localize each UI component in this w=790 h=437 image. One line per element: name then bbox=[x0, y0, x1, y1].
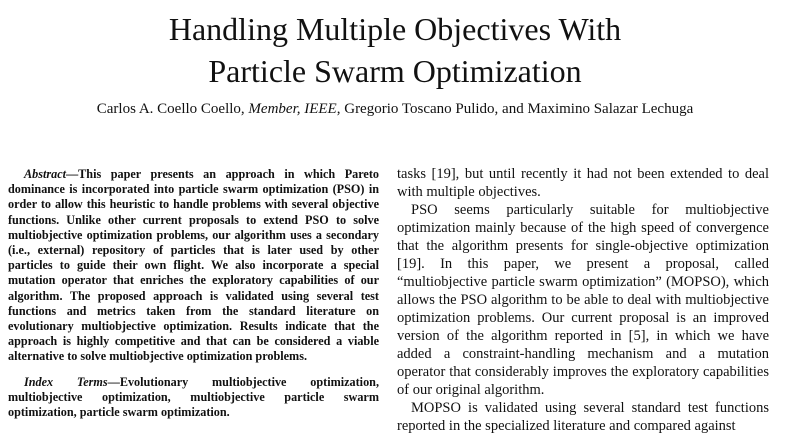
right-column bbox=[397, 165, 769, 435]
other-authors: , Gregorio Toscano Pulido, and Maximino Salazar Lechuga bbox=[336, 101, 694, 117]
paragraph-2: PSO seems particularly suitable for multiobjective optimization mainly because of the high speed of convergence that the algorithm presents for single-objective optimization [19]. In this paper, we present a proposal, called “multiobjective particle swarm optimization” (MOPSO), which allows the PSO algorithm to be able to deal with multiobjective optimization problems. Our current proposal is an improved version of the algorithm reported in [5], in which we have added a constraint-handling mechanism and a mutation operator that considerably improves the exploratory capabilities of our original algorithm. bbox=[397, 202, 769, 398]
index-terms bbox=[8, 375, 379, 421]
index-terms-text: —Evolutionary multiobjective optimization, multiobjective optimization, multiobjective particle swarm optimization, particle swarm optimization. bbox=[8, 374, 379, 420]
abstract-heading: Abstract bbox=[24, 167, 66, 181]
author-1-role: Member, IEEE bbox=[248, 101, 337, 117]
paper-title bbox=[0, 8, 790, 92]
author-list bbox=[0, 99, 790, 119]
left-column bbox=[8, 167, 379, 420]
paragraph-1: tasks [19], but until recently it had not been extended to deal with multiple objectives. bbox=[397, 166, 769, 200]
abstract-text: —This paper presents an approach in which Pareto dominance is incorporated into particle swarm optimization (PSO) in order to allow this heuristic to handle problems with several objective functions. Unlike other current proposals to extend PSO to solve multiobjective optimization problems, our algorithm uses a secondary (i.e., external) repository of particles that is later used by other particles to guide their own flight. We also incorporate a special mutation operator that enriches the exploratory capabilities of our algorithm. The proposed approach is validated using several test functions and metrics taken from the standard literature on evolutionary multiobjective optimization. Results indicate that the approach is highly competitive and that can be considered a viable alternative to solve multiobjective optimization problems. bbox=[8, 167, 379, 364]
index-terms-heading: Index Terms bbox=[24, 374, 108, 389]
paragraph-3: MOPSO is validated using several standard test functions reported in the specialized literature and compared against bbox=[397, 400, 769, 434]
title-line-2: Particle Swarm Optimization bbox=[208, 53, 582, 89]
abstract bbox=[8, 167, 379, 365]
author-1: Carlos A. Coello Coello, bbox=[96, 101, 249, 117]
title-line-1: Handling Multiple Objectives With bbox=[168, 11, 622, 47]
